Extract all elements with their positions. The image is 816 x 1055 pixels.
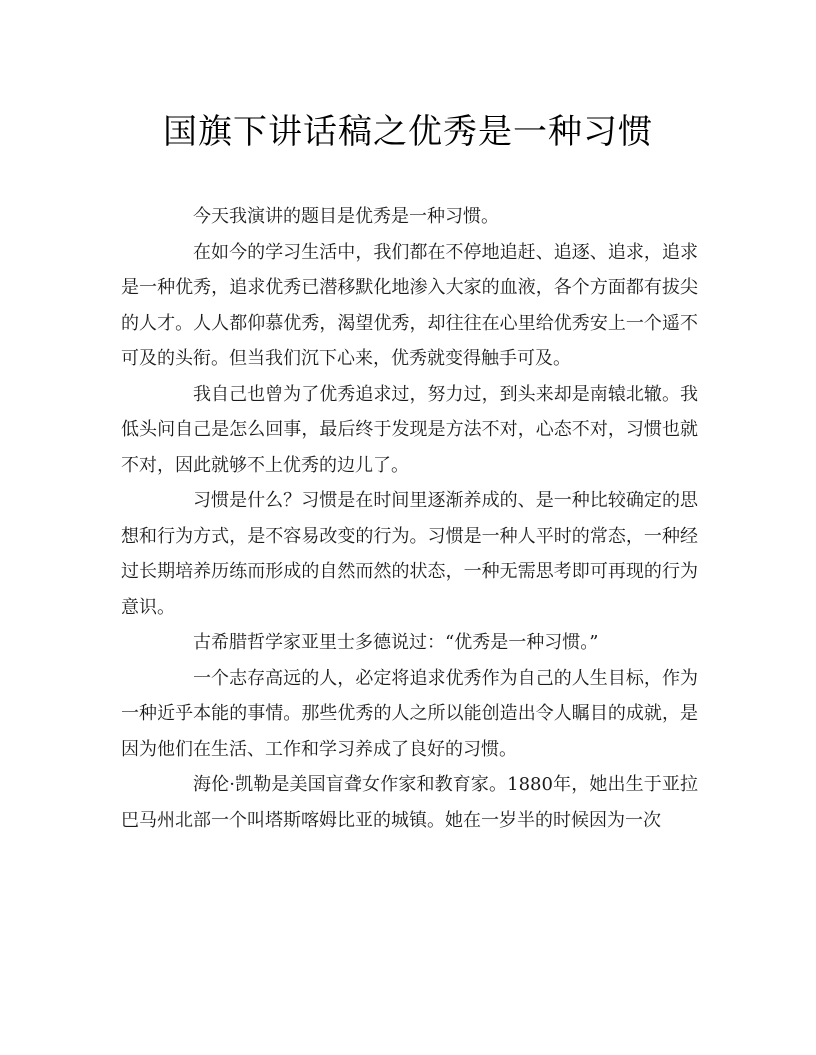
paragraph: 今天我演讲的题目是优秀是一种习惯。 <box>193 206 499 227</box>
paragraph: 海伦·凯勒是美国盲聋女作家和教育家。1880年，她出生于亚拉巴马州北部一个叫塔斯喀姆比亚的城镇。她在一岁半的时候因为一次 <box>121 774 698 831</box>
document-title: 国旗下讲话稿之优秀是一种习惯 <box>163 112 653 152</box>
paragraph: 一个志存高远的人，必定将追求优秀作为自己的人生目标，作为一种近乎本能的事情。那些优秀的人之所以能创造出令人瞩目的成就，是因为他们在生活、工作和学习养成了良好的习惯。 <box>121 667 698 760</box>
paragraph: 习惯是什么？习惯是在时间里逐渐养成的、是一种比较确定的思想和行为方式，是不容易改变的行为。习惯是一种人平时的常态，一种经过长期培养历练而形成的自然而然的状态，一种无需思考即可再现的行为意识。 <box>121 490 698 618</box>
paragraph: 在如今的学习生活中，我们都在不停地追赶、追逐、追求，追求是一种优秀，追求优秀已潜移默化地渗入大家的血液，各个方面都有拔尖的人才。人人都仰慕优秀，渴望优秀，却往往在心里给优秀安上一个遥不可及的头衔。但当我们沉下心来，优秀就变得触手可及。 <box>121 241 698 369</box>
paragraph: 我自己也曾为了优秀追求过，努力过，到头来却是南辕北辙。我低头问自己是怎么回事，最后终于发现是方法不对，心态不对，习惯也就不对，因此就够不上优秀的边儿了。 <box>121 383 698 476</box>
document-body <box>121 199 698 838</box>
paragraph: 古希腊哲学家亚里士多德说过：“优秀是一种习惯。” <box>193 632 599 653</box>
